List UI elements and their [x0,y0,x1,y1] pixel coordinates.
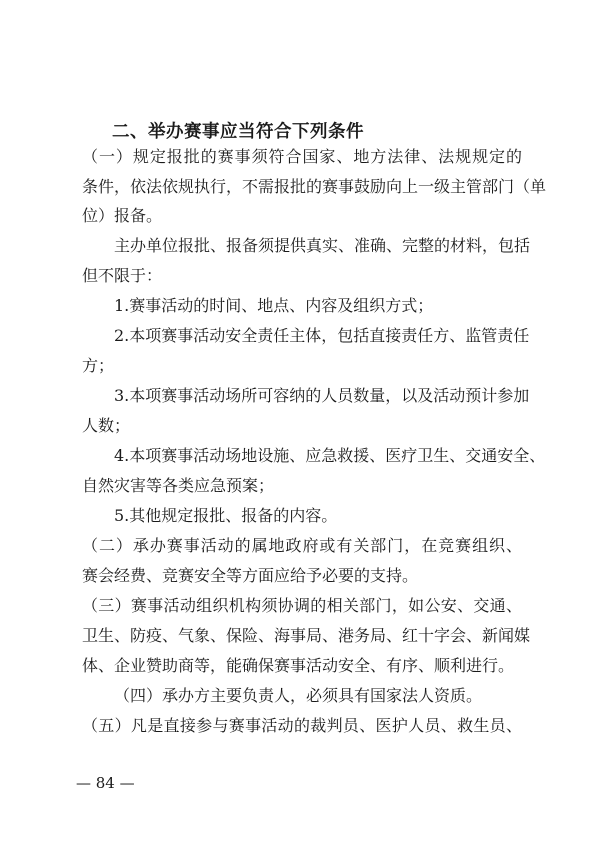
list-item: 2.本项赛事活动安全责任主体，包括直接责任方、监管责任 [114,326,530,345]
paragraph-line: 卫生、防疫、气象、保险、海事局、港务局、红十字会、新闻媒 [82,626,531,645]
list-item: 自然灾害等各类应急预案； [82,476,275,495]
paragraph-line: （二）承办赛事活动的属地政府或有关部门，在竞赛组织、 [82,536,522,555]
list-item: 人数； [82,416,131,435]
paragraph-line: （一）规定报批的赛事须符合国家、地方法律、法规规定的 [82,147,522,166]
paragraph-line: （三）赛事活动组织机构须协调的相关部门，如公安、交通、 [82,596,522,615]
paragraph-line: 但不限于： [82,266,163,285]
paragraph-line: （五）凡是直接参与赛事活动的裁判员、医护人员、救生员、 [82,716,522,735]
paragraph-line: 主办单位报批、报备须提供真实、准确、完整的材料，包括 [114,236,531,255]
section-heading: 二、举办赛事应当符合下列条件 [112,122,364,142]
paragraph-line: （四）承办方主要负责人，必须具有国家法人资质。 [114,686,483,705]
list-item: 4.本项赛事活动场地设施、应急救援、医疗卫生、交通安全、 [114,446,546,465]
list-item: 1.赛事活动的时间、地点、内容及组织方式； [114,296,434,315]
page-number: — 84 — [76,774,135,792]
paragraph-line: 位）报备。 [82,206,163,225]
paragraph-line: 赛会经费、竞赛安全等方面应给予必要的支持。 [82,566,419,585]
list-item: 3.本项赛事活动场所可容纳的人员数量，以及活动预计参加 [114,386,530,405]
list-item: 方； [82,356,115,375]
list-item: 5.其他规定报批、报备的内容。 [114,506,338,525]
paragraph-line: 条件，依法依规执行，不需报批的赛事鼓励向上一级主管部门（单 [82,177,547,196]
paragraph-line: 体、企业赞助商等，能确保赛事活动安全、有序、顺利进行。 [82,656,515,675]
